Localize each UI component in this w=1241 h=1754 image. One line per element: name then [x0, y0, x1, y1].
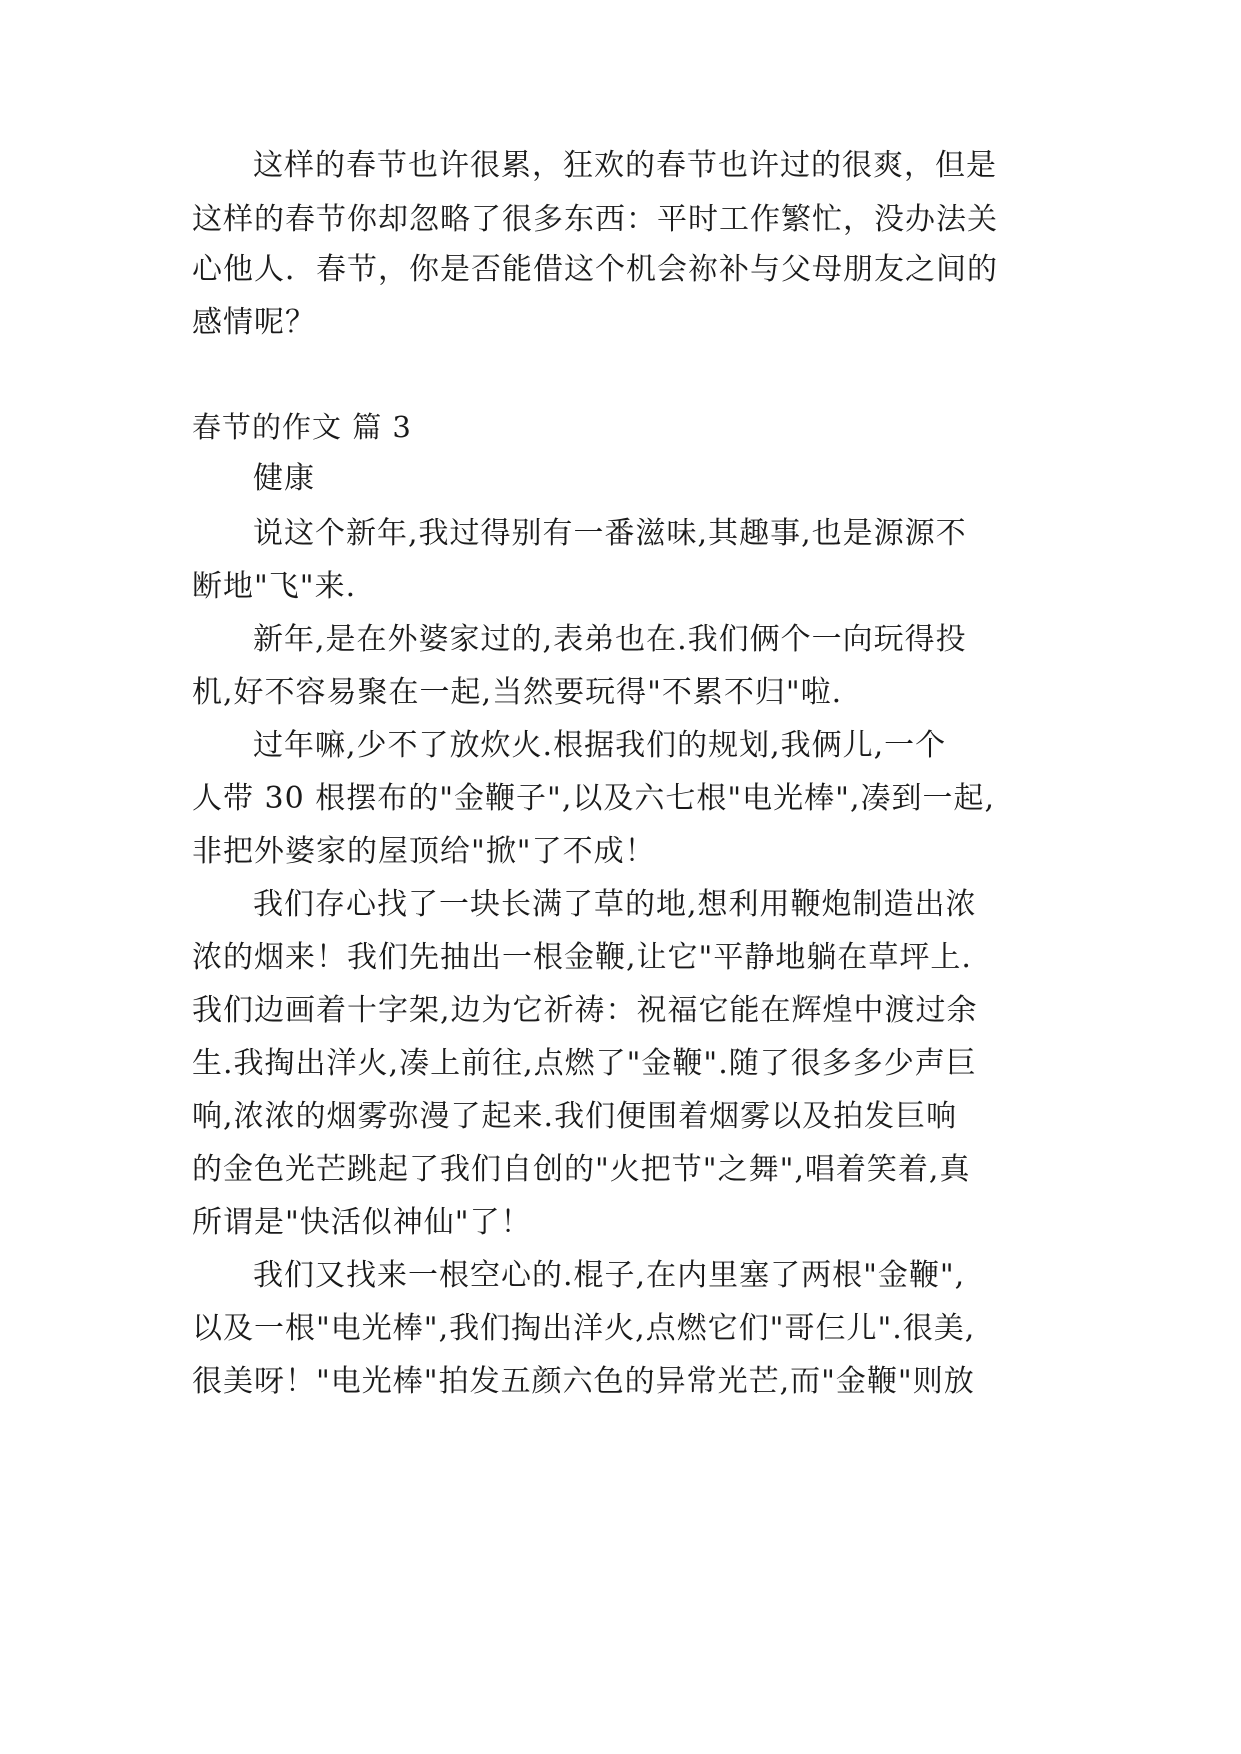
paragraph-3-line-1: 过年嘛,少不了放炊火.根据我们的规划,我俩儿,一个 — [253, 728, 947, 763]
paragraph-5-line-1: 我们又找来一根空心的.棍子,在内里塞了两根"金鞭", — [253, 1258, 966, 1293]
paragraph-4-line-5: 响,浓浓的烟雾弥漫了起来.我们便围着烟雾以及拍发巨响 — [192, 1099, 958, 1134]
paragraph-4-line-2: 浓的烟来！我们先抽出一根金鞭,让它"平静地躺在草坪上. — [192, 940, 972, 975]
paragraph-1-line-1: 说这个新年,我过得别有一番滋味,其趣事,也是源源不 — [253, 516, 967, 551]
paragraph-4-line-4: 生.我掏出洋火,凑上前往,点燃了"金鞭".随了很多多少声巨 — [192, 1046, 977, 1081]
intro-line-3: 心他人．春节，你是否能借这个机会祢补与父母朋友之间的 — [192, 252, 998, 287]
paragraph-4-line-3: 我们边画着十字架,边为它祈祷：祝福它能在辉煌中渡过余 — [192, 993, 978, 1028]
paragraph-2-line-2: 机,好不容易聚在一起,当然要玩得"不累不归"啦. — [192, 675, 843, 710]
paragraph-4-line-6: 的金色光芒跳起了我们自创的"火把节"之舞",唱着笑着,真 — [192, 1152, 971, 1187]
intro-line-4: 感情呢？ — [192, 305, 316, 340]
paragraph-1-line-2: 断地"飞"来. — [192, 569, 357, 604]
paragraph-4-line-7: 所谓是"快活似神仙"了！ — [192, 1205, 532, 1240]
section-title: 春节的作文 篇 3 — [192, 410, 412, 444]
paragraph-3-line-2: 人带 30 根摆布的"金鞭子",以及六七根"电光棒",凑到一起, — [192, 781, 996, 816]
paragraph-5-line-3: 很美呀！"电光棒"拍发五颜六色的异常光芒,而"金鞭"则放 — [192, 1364, 975, 1399]
intro-line-2: 这样的春节你却忽略了很多东西：平时工作繁忙，没办法关 — [192, 202, 998, 237]
paragraph-5-line-2: 以及一根"电光棒",我们掏出洋火,点燃它们"哥仨儿".很美, — [192, 1311, 976, 1346]
paragraph-3-line-3: 非把外婆家的屋顶给"掀"了不成！ — [192, 834, 656, 869]
intro-line-1: 这样的春节也许很累，狂欢的春节也许过的很爽，但是 — [253, 148, 997, 183]
subtitle: 健康 — [253, 461, 315, 496]
paragraph-2-line-1: 新年,是在外婆家过的,表弟也在.我们俩个一向玩得投 — [253, 622, 967, 657]
paragraph-4-line-1: 我们存心找了一块长满了草的地,想利用鞭炮制造出浓 — [253, 887, 977, 922]
